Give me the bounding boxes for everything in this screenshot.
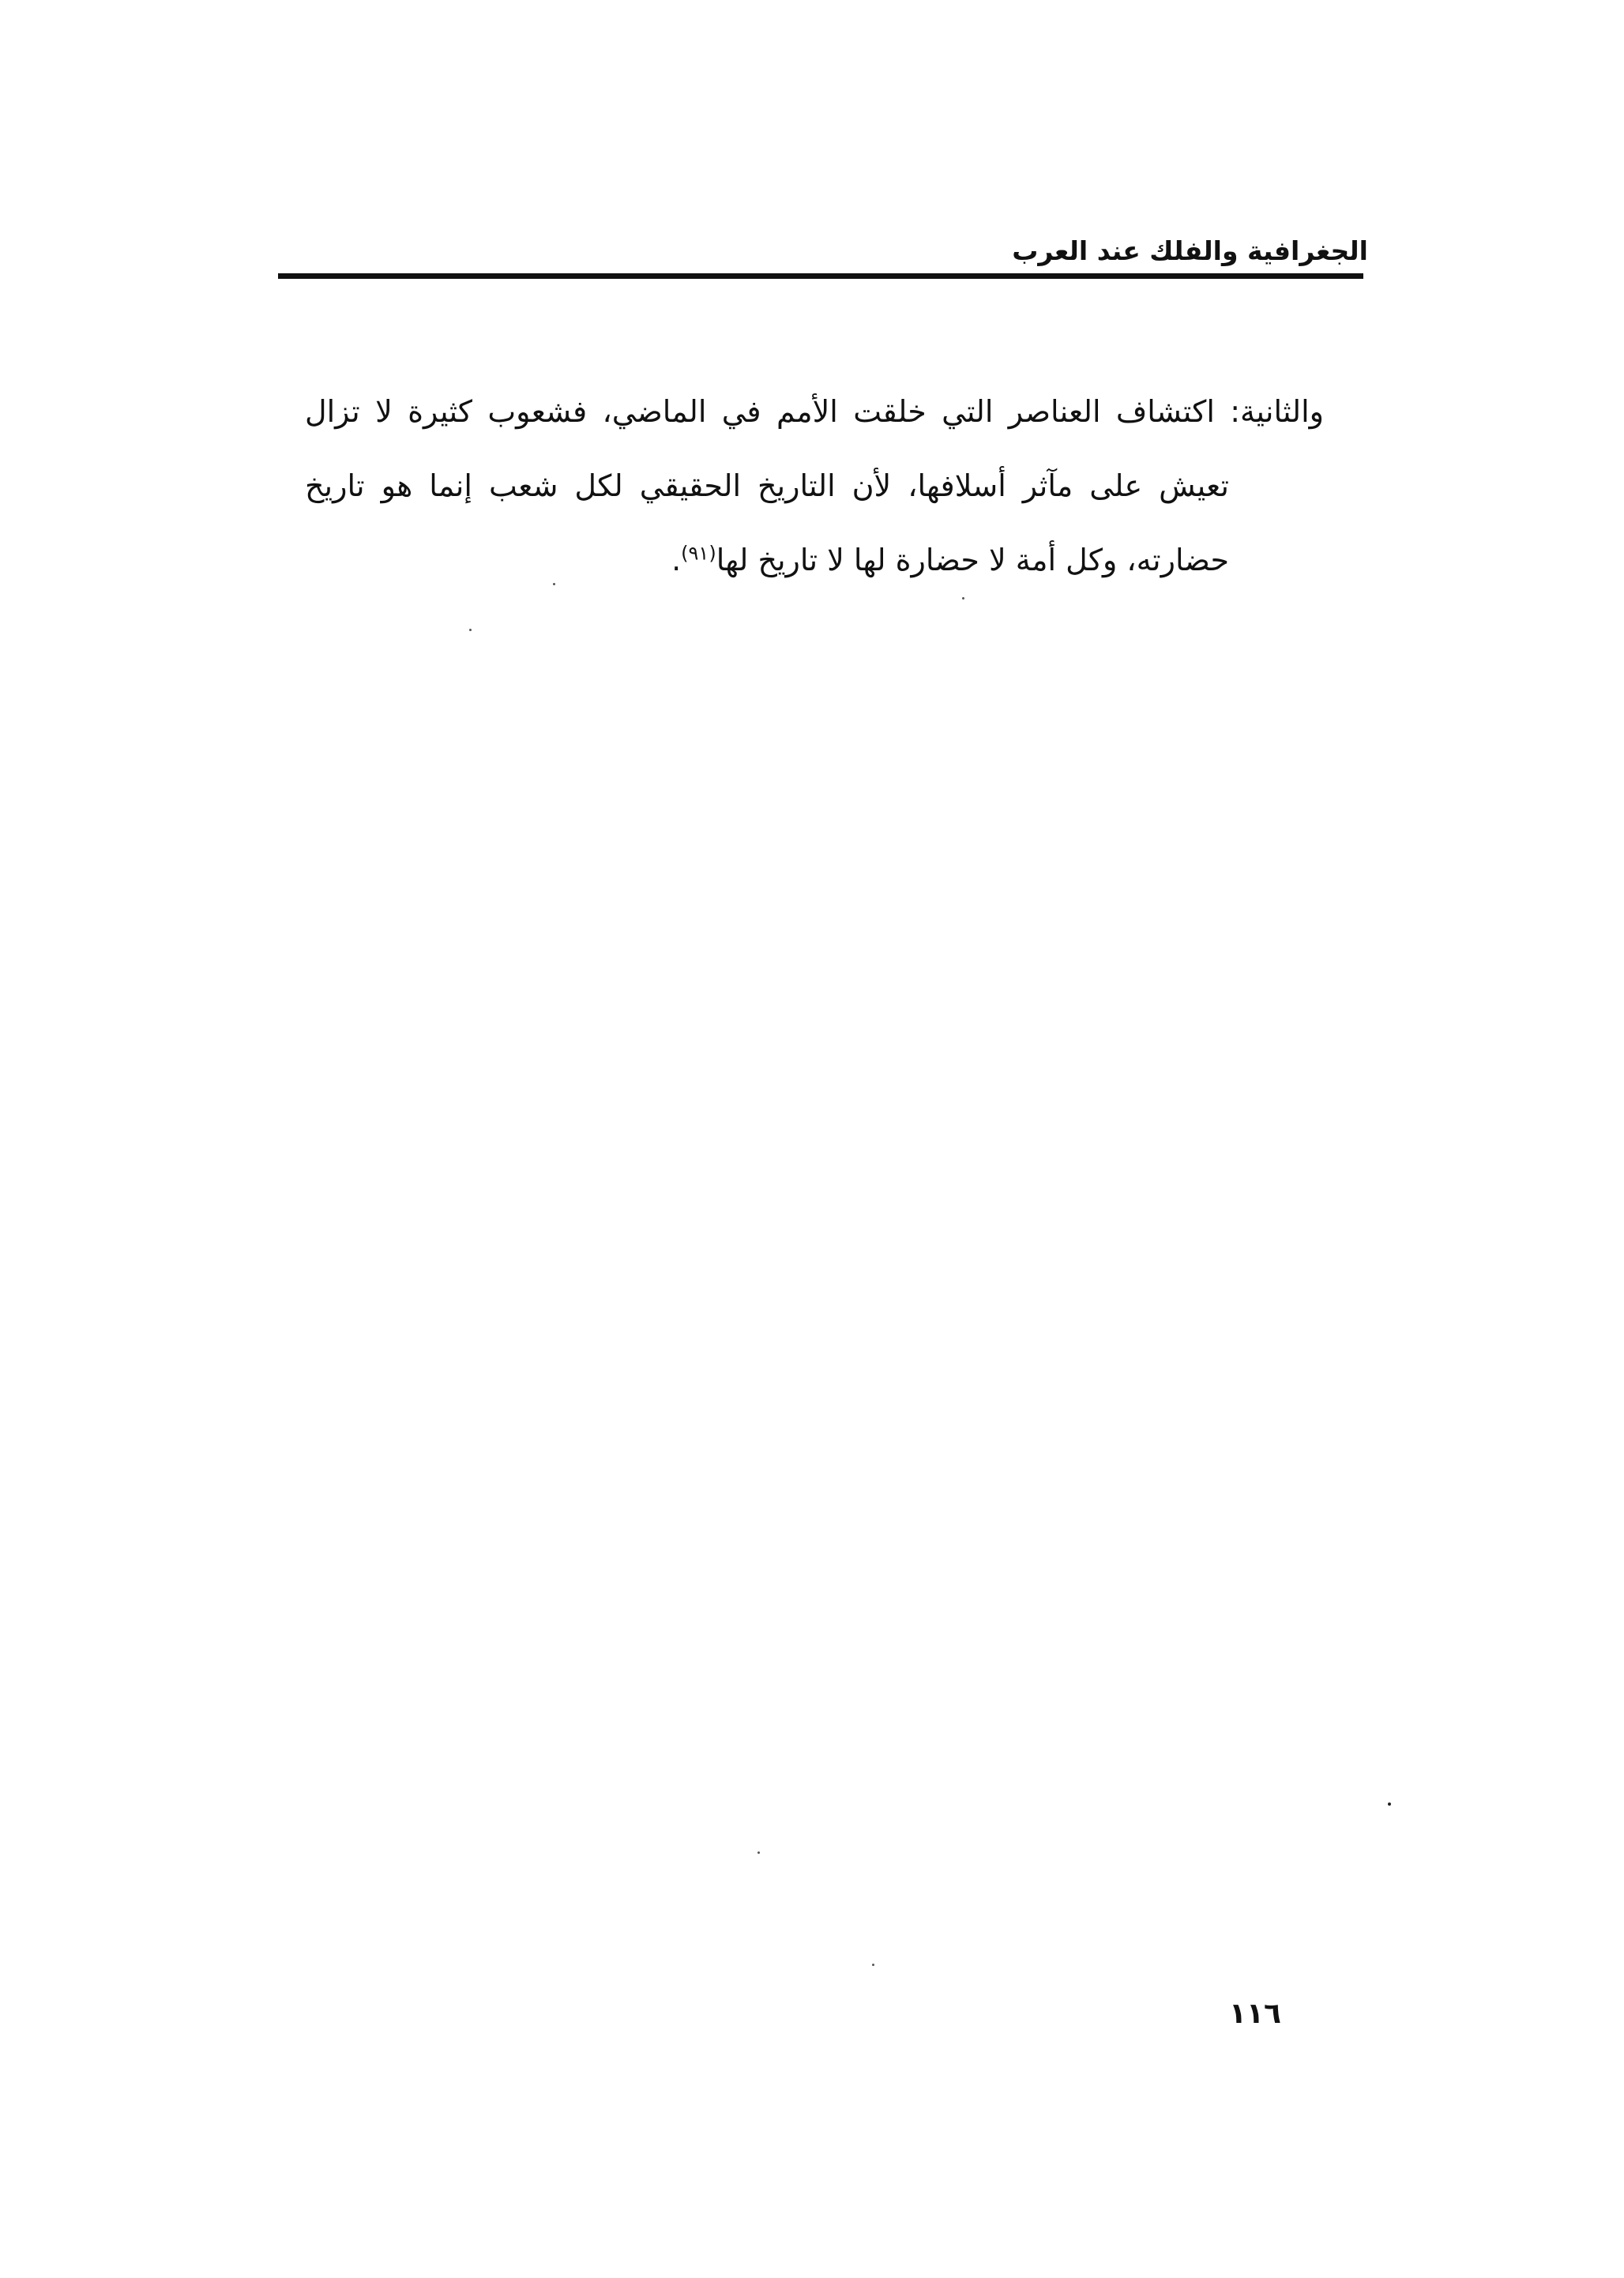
scan-speck xyxy=(872,1964,874,1966)
paragraph-line-2: تعيش على مآثر أسلافها، لأن التاريخ الحقيقي لكل شعب إنما هو تاريخ xyxy=(305,468,1229,503)
scan-speck xyxy=(469,629,472,631)
paragraph-line-3 xyxy=(305,523,1324,597)
scan-speck xyxy=(1388,1802,1391,1806)
paragraph-line-1: والثانية: اكتشاف العناصر التي خلقت الأمم في الماضي، فشعوب كثيرة لا تزال xyxy=(305,394,1324,429)
paragraph-line-3-text: حضارته، وكل أمة لا حضارة لها لا تاريخ لها xyxy=(716,543,1229,577)
scan-speck xyxy=(962,597,964,600)
scan-speck xyxy=(553,583,555,585)
footnote-reference: (٩١) xyxy=(681,542,716,565)
running-header-title: الجغرافية والفلك عند العرب xyxy=(1012,235,1368,266)
paragraph-line-3-end: . xyxy=(671,543,682,577)
page-number: ١١٦ xyxy=(1229,1998,1281,2030)
header-rule xyxy=(278,273,1363,279)
body-paragraph xyxy=(305,374,1324,597)
scan-speck xyxy=(757,1851,760,1854)
